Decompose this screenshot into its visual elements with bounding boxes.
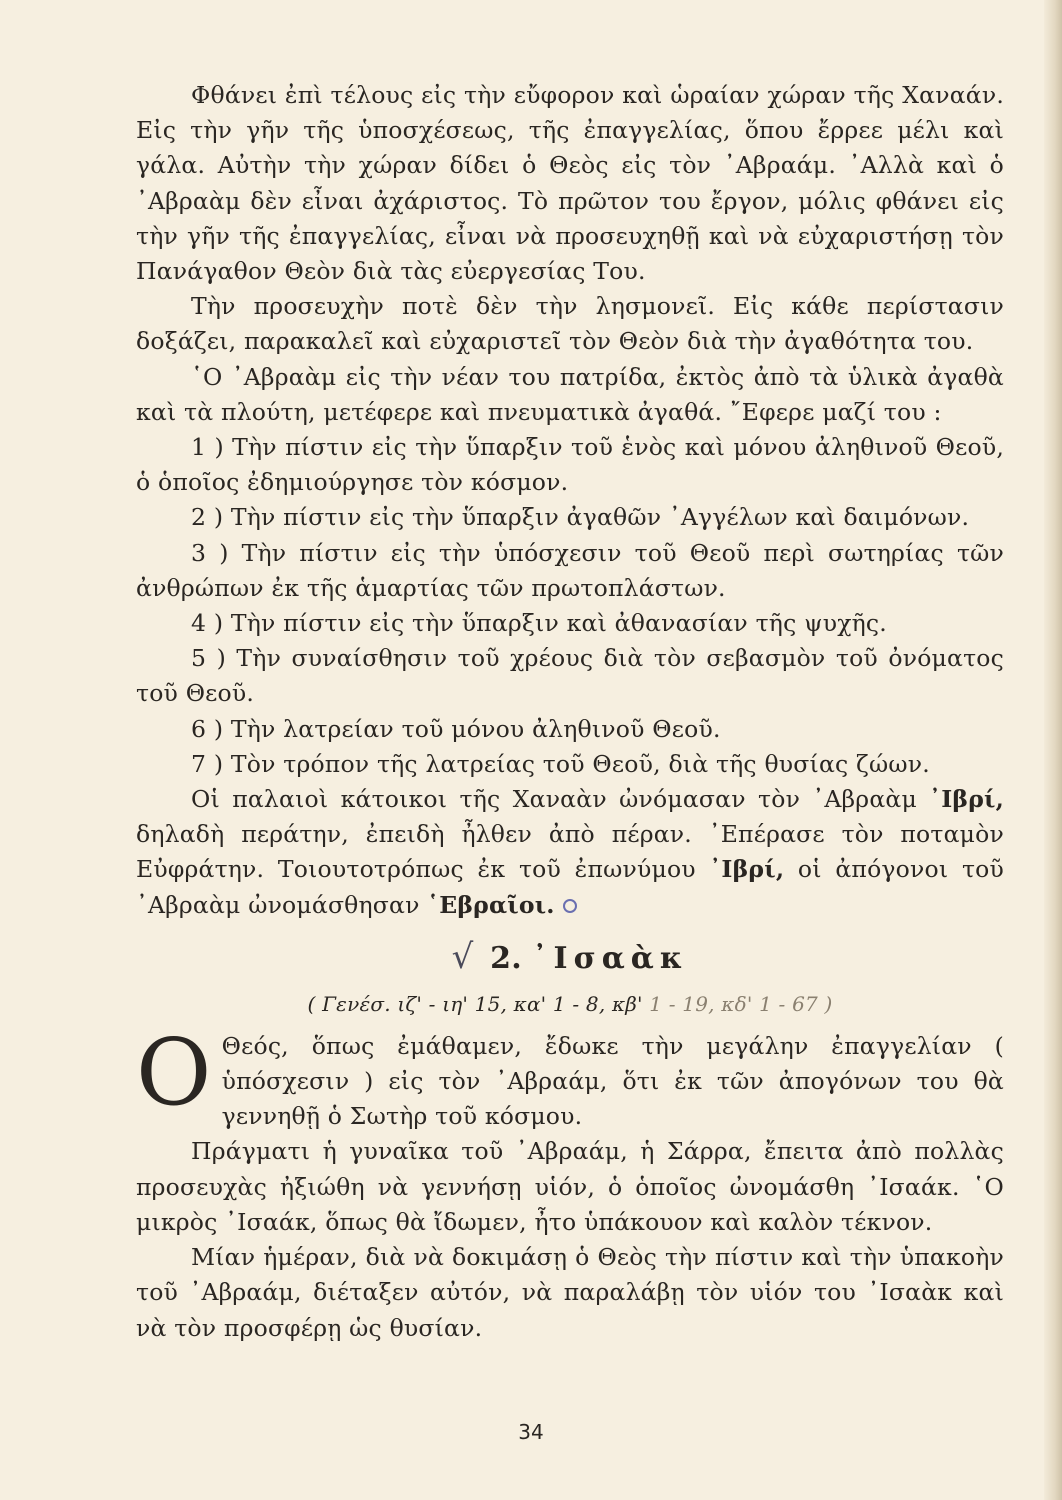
list-item: 6 ) Τὴν λατρείαν τοῦ μόνου ἀληθινοῦ Θεοῦ. bbox=[191, 714, 721, 743]
section-title: ᾿Ισαὰκ bbox=[532, 940, 689, 976]
paragraph: Πράγματι ἡ γυναῖκα τοῦ ᾿Αβραάμ, ἡ Σάρρα, ἔπειτα ἀπὸ πολλὰς προσευχὰς ἠξιώθη νὰ γεννήσῃ υἱόν, ὁ ὁποῖος ὠνομάσθη ᾿Ισαάκ. ῾Ο μικρὸς ᾿Ισαάκ, ὅπως θὰ ἴδωμεν, ἦτο ὑπάκουον καὶ καλὸν τέκνον. bbox=[136, 1137, 1004, 1236]
bold-term: ᾿Ιβρί, bbox=[929, 785, 1004, 814]
page-edge bbox=[1044, 0, 1062, 1500]
section-number: 2. bbox=[490, 940, 522, 976]
bold-term: ᾿Ιβρί, bbox=[709, 855, 785, 884]
stamp-mark-icon bbox=[563, 899, 577, 913]
section-heading bbox=[136, 935, 1004, 981]
list-item: 1 ) Τὴν πίστιν εἰς τὴν ὕπαρξιν τοῦ ἑνὸς καὶ μόνου ἀληθινοῦ Θεοῦ, ὁ ὁποῖος ἐδημιούργησε τὸν κόσμον. bbox=[136, 433, 1004, 497]
page-number: 34 bbox=[518, 1420, 544, 1444]
list-item: 4 ) Τὴν πίστιν εἰς τὴν ὕπαρξιν καὶ ἀθανασίαν τῆς ψυχῆς. bbox=[191, 609, 887, 638]
paragraph: ῾Ο ᾿Αβραὰμ εἰς τὴν νέαν του πατρίδα, ἐκτὸς ἀπὸ τὰ ὑλικὰ ἀγαθὰ καὶ τὰ πλούτη, μετέφερε καὶ πνευματικὰ ἀγαθά. ῎Εφερε μαζί του : bbox=[136, 362, 1004, 426]
page-text bbox=[136, 78, 1004, 1346]
list-item: 3 ) Τὴν πίστιν εἰς τὴν ὑπόσχεσιν τοῦ Θεοῦ περὶ σωτηρίας τῶν ἀνθρώπων ἐκ τῆς ἁμαρτίας τῶν πρωτοπλάστων. bbox=[136, 538, 1004, 602]
list-item: 2 ) Τὴν πίστιν εἰς τὴν ὕπαρξιν ἀγαθῶν ᾿Αγγέλων καὶ δαιμόνων. bbox=[191, 503, 970, 532]
list-item: 7 ) Τὸν τρόπον τῆς λατρείας τοῦ Θεοῦ, διὰ τῆς θυσίας ζώων. bbox=[191, 749, 930, 778]
paragraph: Ο Θεός, ὅπως ἐμάθαμεν, ἔδωκε τὴν μεγάλην ἐπαγγελίαν ( ὑπόσχεσιν ) εἰς τὸν ᾿Αβραάμ, ὅτι ἐκ τῶν ἀπογόνων του θὰ γεννηθῇ ὁ Σωτὴρ τοῦ κόσμου. bbox=[136, 1018, 1004, 1131]
scripture-reference: ( Γενέσ. ιζ' - ιη' 15, κα' 1 - 8, κβ' 1 - 19, κδ' 1 - 67 ) bbox=[307, 991, 833, 1016]
drop-cap: Ο bbox=[136, 1018, 212, 1126]
list-item: 5 ) Τὴν συναίσθησιν τοῦ χρέους διὰ τὸν σεβασμὸν τοῦ ὀνόματος τοῦ Θεοῦ. bbox=[136, 644, 1004, 708]
paragraph: Μίαν ἡμέραν, διὰ νὰ δοκιμάσῃ ὁ Θεὸς τὴν πίστιν καὶ τὴν ὑπακοὴν τοῦ ᾿Αβραάμ, διέταξεν αὐτόν, νὰ παραλάβῃ τὸν υἱόν του ᾿Ισαὰκ καὶ νὰ τὸν προσφέρῃ ὡς θυσίαν. bbox=[136, 1243, 1004, 1342]
paragraph: Φθάνει ἐπὶ τέλους εἰς τὴν εὔφορον καὶ ὡραίαν χώραν τῆς Χαναάν. Εἰς τὴν γῆν τῆς ὑποσχέσεως, τῆς ἐπαγγελίας, ὅπου ἔρρεε μέλι καὶ γάλα. Αὐτὴν τὴν χώραν δίδει ὁ Θεὸς εἰς τὸν ᾿Αβραάμ. ᾿Αλλὰ καὶ ὁ ᾿Αβραὰμ δὲν εἶναι ἀχάριστος. Τὸ πρῶτον του ἔργον, μόλις φθάνει εἰς τὴν γῆν τῆς ἐπαγγελίας, εἶναι νὰ προσευχηθῇ καὶ νὰ εὐχαριστήσῃ τὸν Πανάγαθον Θεὸν διὰ τὰς εὐεργεσίας Του. bbox=[136, 81, 1004, 286]
paragraph: Οἱ παλαιοὶ κάτοικοι τῆς Χαναὰν ὠνόμασαν τὸν ᾿Αβραὰμ ᾿Ιβρί, δηλαδὴ περάτην, ἐπειδὴ ἦλθεν ἀπὸ πέραν. ᾿Επέρασε τὸν ποταμὸν Εὐφράτην. Τοιουτοτρόπως ἐκ τοῦ ἐπωνύμου ᾿Ιβρί, οἱ ἀπόγονοι τοῦ ᾿Αβραὰμ ὠνομάσθησαν ῾Εβραῖοι. bbox=[136, 785, 1004, 919]
bold-term: ῾Εβραῖοι. bbox=[427, 890, 555, 919]
check-mark-icon: √ bbox=[451, 936, 474, 977]
paragraph: Τὴν προσευχὴν ποτὲ δὲν τὴν λησμονεῖ. Εἰς κάθε περίστασιν δοξάζει, παρακαλεῖ καὶ εὐχαριστεῖ τὸν Θεὸν διὰ τὴν ἀγαθότητα του. bbox=[136, 292, 1004, 356]
